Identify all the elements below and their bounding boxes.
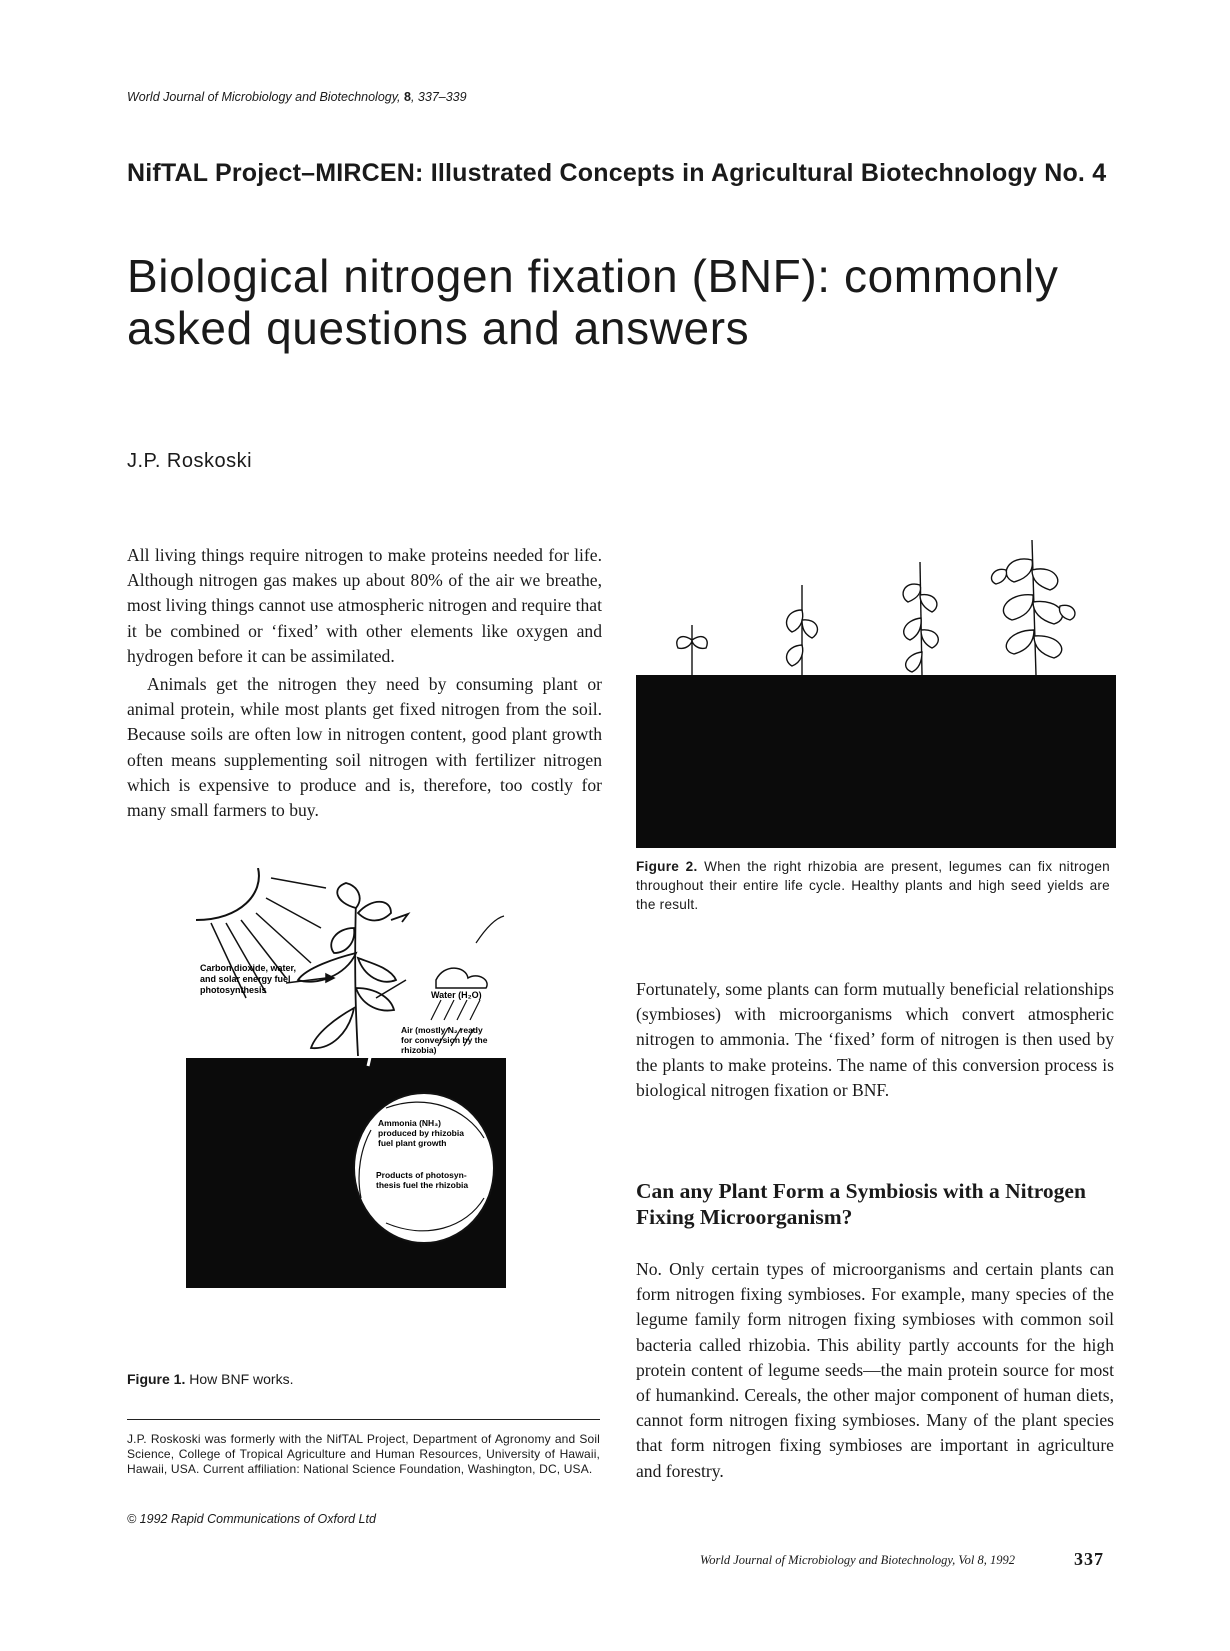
page-number: 337: [1074, 1549, 1104, 1569]
cloud-icon: [436, 968, 487, 988]
series-title: NifTAL Project–MIRCEN: Illustrated Concepts in Agricultural Biotechnology No. 4: [127, 159, 1107, 187]
photosynthesis-label-line-2: and solar energy fuel: [200, 974, 291, 984]
journal-citation: World Journal of Microbiology and Biotechnology,: [127, 90, 401, 104]
sun-icon: [196, 868, 259, 920]
page-range: , 337–339: [410, 90, 467, 104]
author-affiliation-note: J.P. Roskoski was formerly with the NifTAL Project, Department of Agronomy and Soil Science, College of Tropical Agriculture and Human Resources, University of Hawaii, Hawaii, USA. Current affiliation: National Science Foundation, Washington, DC, USA.: [127, 1432, 600, 1477]
running-head: [127, 90, 467, 104]
photosynthesis-label-line-3: photosynthesis: [200, 985, 267, 995]
water-label: Water (H₂O): [431, 990, 482, 1000]
seedling-growth-stages-icon: [677, 540, 1075, 675]
figure-2-illustration: [636, 540, 1116, 848]
article-title: Biological nitrogen fixation (BNF): commonly asked questions and answers: [127, 250, 1059, 354]
root-nodule-icon: [354, 1093, 494, 1243]
figure-1-label: Figure 1.: [127, 1371, 186, 1387]
air-label-line-2: for conversion by the: [401, 1035, 488, 1045]
legume-plant-icon: [298, 883, 408, 1056]
air-label-line-1: Air (mostly N₂ ready: [401, 1025, 483, 1035]
figure-2-label: Figure 2.: [636, 859, 698, 874]
soil-band: [636, 675, 1116, 848]
section-heading: Can any Plant Form a Symbiosis with a Nitrogen Fixing Microorganism?: [636, 1179, 1086, 1229]
figure-2-caption-text: When the right rhizobia are present, legumes can fix nitrogen throughout their entire life cycle. Healthy plants and high seed yields are the result.: [636, 859, 1110, 912]
answer-paragraph: No. Only certain types of microorganisms and certain plants can form nitrogen fixing symbioses. For example, many species of the legume family form nitrogen fixing symbioses with common soil bacteria called rhizobia. This ability partly accounts for the high protein content of legume seeds—the main protein source for most of humankind. Cereals, the other major component of human diets, cannot form nitrogen fixing symbioses. Many of the plant species that form nitrogen fixing symbioses are important in agriculture and forestry.: [636, 1259, 1114, 1481]
ammonia-label-line-3: fuel plant growth: [378, 1138, 447, 1148]
copyright-notice: © 1992 Rapid Communications of Oxford Ltd: [127, 1512, 376, 1526]
intro-paragraph: All living things require nitrogen to make proteins needed for life. Although nitrogen gas makes up about 80% of the air we breathe, most living things cannot use atmospheric nitrogen and require that it be combined or ‘fixed’ with other elements like oxygen and hydrogen before it can be assimilated.: [127, 545, 602, 666]
footnote-divider: [127, 1419, 600, 1420]
figure-1-caption-text: How BNF works.: [189, 1371, 294, 1387]
right-column-text-2: [636, 1257, 1114, 1484]
figure-1-caption: [127, 1371, 293, 1387]
left-column-text: [127, 543, 602, 823]
footer-journal-citation: World Journal of Microbiology and Biotechnology, Vol 8, 1992: [700, 1553, 1016, 1567]
ammonia-label-line-2: produced by rhizobia: [378, 1128, 464, 1138]
figure-1-illustration: [186, 868, 606, 1348]
symbiosis-paragraph: Fortunately, some plants can form mutually beneficial relationships (symbioses) with microorganisms which convert atmospheric nitrogen to ammonia. The ‘fixed’ form of nitrogen is then used by the plants to make proteins. The name of this conversion process is biological nitrogen fixation or BNF.: [636, 979, 1114, 1100]
products-label-line-2: thesis fuel the rhizobia: [376, 1180, 469, 1190]
air-label-line-3: rhizobia): [401, 1045, 437, 1055]
right-column-text-1: [636, 977, 1114, 1103]
products-label-line-1: Products of photosyn-: [376, 1170, 467, 1180]
volume-number: 8: [404, 90, 411, 104]
animals-paragraph: Animals get the nitrogen they need by consuming plant or animal protein, while most plants get fixed nitrogen from the soil. Because soils are often low in nitrogen content, good plant growth often means supplementing soil nitrogen with fertilizer nitrogen which is expensive to produce and is, therefore, too costly for many small farmers to buy.: [127, 674, 602, 821]
photosynthesis-label-line-1: Carbon dioxide, water,: [200, 963, 297, 973]
author-name: J.P. Roskoski: [127, 450, 253, 472]
figure-2-caption: [636, 857, 1110, 914]
ammonia-label-line-1: Ammonia (NH₃): [378, 1118, 441, 1128]
